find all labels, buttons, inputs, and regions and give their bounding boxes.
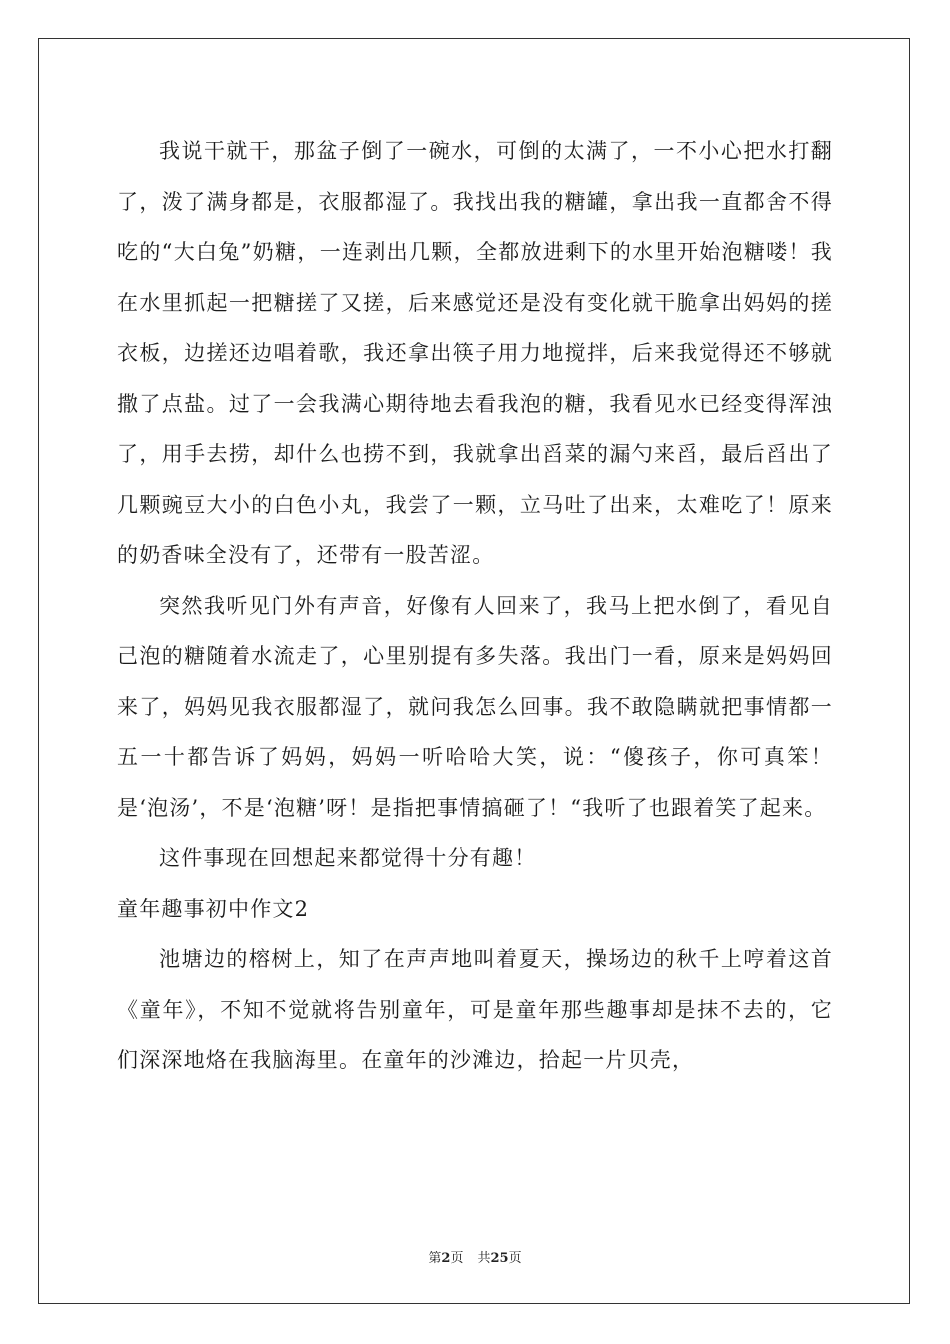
footer-page-prefix: 第 [428,1251,442,1266]
footer-page-number: 2 [441,1251,451,1266]
document-body [117,126,833,1086]
paragraph-2: 突然我听见门外有声音，好像有人回来了，我马上把水倒了，看见自己泡的糖随着水流走了，心里别提有多失落。我出门一看，原来是妈妈回来了，妈妈见我衣服都湿了，就问我怎么回事。我不敢隐瞒就把事情都一五一十都告诉了妈妈，妈妈一听哈哈大笑，说：“傻孩子，你可真笨！是‘泡汤’，不是‘泡糖’呀！是指把事情搞砸了！“我听了也跟着笑了起来。 [117,593,833,820]
footer-total-suffix: 页 [508,1251,522,1266]
page-footer [0,1247,950,1266]
footer-total-pages: 25 [490,1251,509,1266]
paragraph-3: 这件事现在回想起来都觉得十分有趣！ [159,846,537,870]
section-heading: 童年趣事初中作文2 [117,896,310,921]
paragraph-4: 池塘边的榕树上，知了在声声地叫着夏天，操场边的秋千上哼着这首《童年》，不知不觉就将告别童年，可是童年那些趣事却是抹不去的，它们深深地烙在我脑海里。在童年的沙滩边，拾起一片贝壳， [117,947,833,1072]
paragraph-1: 我说干就干，那盆子倒了一碗水，可倒的太满了，一不小心把水打翻了，泼了满身都是，衣服都湿了。我找出我的糖罐，拿出我一直都舍不得吃的“大白兔”奶糖，一连剥出几颗，全都放进剩下的水里开始泡糖喽！我在水里抓起一把糖搓了又搓，后来感觉还是没有变化就干脆拿出妈妈的搓衣板，边搓还边唱着歌，我还拿出筷子用力地搅拌，后来我觉得还不够就撒了点盐。过了一会我满心期待地去看我泡的糖，我看见水已经变得浑浊了，用手去捞，却什么也捞不到，我就拿出舀菜的漏勺来舀，最后舀出了几颗豌豆大小的白色小丸，我尝了一颗，立马吐了出来，太难吃了！原来的奶香味全没有了，还带有一股苦涩。 [117,139,833,567]
footer-page-suffix: 页 [450,1251,464,1266]
footer-total-prefix: 共 [477,1251,491,1266]
